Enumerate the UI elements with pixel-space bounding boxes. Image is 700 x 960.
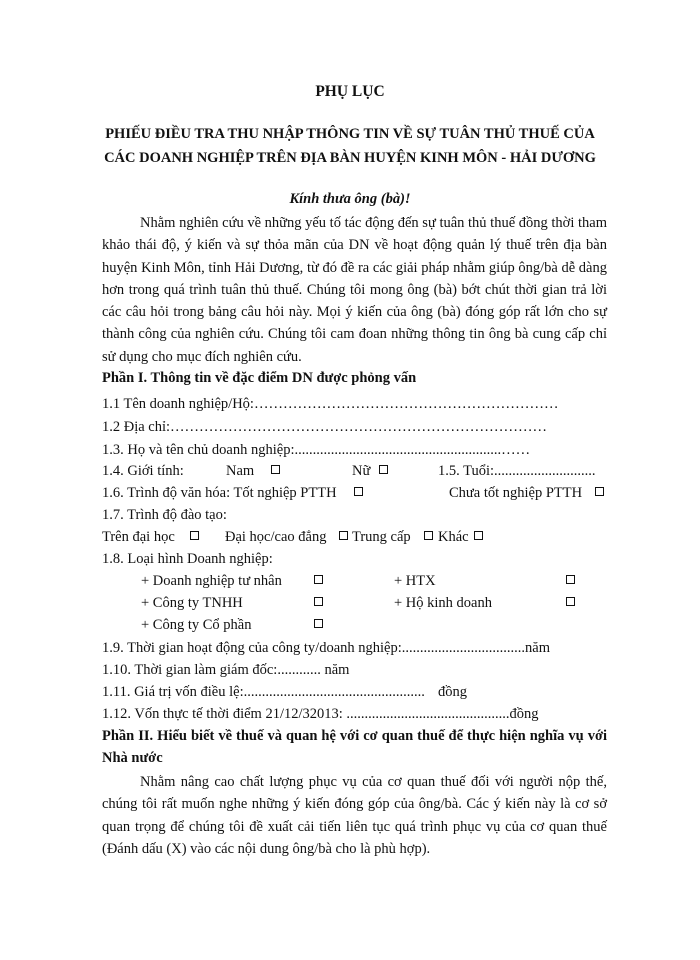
q1-8-option-household: + Hộ kinh doanh (394, 595, 492, 611)
q1-7-option-intermediate: Trung cấp (352, 529, 411, 545)
q1-7-option-university: Đại học/cao đẳng (225, 529, 327, 545)
q1-5-age: 1.5. Tuổi:............................ (438, 463, 596, 479)
part1-title: Phần I. Thông tin về đặc điểm DN được phỏng vấn (102, 370, 417, 386)
q1-8-jsc-checkbox[interactable] (314, 619, 323, 628)
survey-title-line-1: PHIẾU ĐIỀU TRA THU NHẬP THÔNG TIN VỀ SỰ TUÂN THỦ THUẾ CỦA (105, 126, 595, 142)
q1-8-llc-checkbox[interactable] (314, 597, 323, 606)
appendix-heading: PHỤ LỤC (315, 83, 385, 100)
q1-4-male-checkbox[interactable] (271, 465, 280, 474)
q1-7-postgrad-checkbox[interactable] (190, 531, 199, 540)
q1-6-graduated-checkbox[interactable] (354, 487, 363, 496)
q1-10-director-time: 1.10. Thời gian làm giám đốc:............ năm (102, 662, 350, 678)
q1-4-male-label: Nam (226, 463, 255, 479)
part2-title: Phần II. Hiểu biết về thuế và quan hệ với cơ quan thuế để thực hiện nghĩa vụ với Nhà nước (102, 728, 607, 766)
survey-title-line-2: CÁC DOANH NGHIỆP TRÊN ĐỊA BÀN HUYỆN KINH MÔN - HẢI DƯƠNG (104, 150, 596, 166)
q1-6-not-graduated-checkbox[interactable] (595, 487, 604, 496)
q1-2-address: 1.2 Địa chỉ:…………………………………………………………………… (102, 419, 548, 435)
greeting: Kính thưa ông (bà)! (289, 191, 411, 207)
q1-1-company-name: 1.1 Tên doanh nghiệp/Hộ:……………………………………………………… (102, 396, 559, 412)
q1-8-option-jsc: + Công ty Cổ phần (141, 617, 252, 633)
intro-paragraph (102, 212, 607, 368)
q1-4-female-label: Nữ (352, 463, 371, 479)
q1-6-not-graduated-label: Chưa tốt nghiệp PTTH (449, 485, 583, 501)
part2-intro-paragraph (102, 771, 607, 860)
q1-11-unit: đồng (438, 684, 467, 700)
q1-7-option-postgrad: Trên đại học (102, 529, 175, 545)
q1-6-label: 1.6. Trình độ văn hóa: Tốt nghiệp PTTH (102, 485, 337, 501)
q1-8-household-checkbox[interactable] (566, 597, 575, 606)
q1-11-charter-capital: 1.11. Giá trị vốn điều lệ:.................................................. (102, 684, 425, 700)
q1-7-label: 1.7. Trình độ đào tạo: (102, 507, 227, 523)
q1-8-coop-checkbox[interactable] (566, 575, 575, 584)
q1-8-option-coop: + HTX (394, 573, 436, 589)
q1-3-owner-name: 1.3. Họ và tên chủ doanh nghiệp:.........................................................…… (102, 442, 531, 458)
q1-4-female-checkbox[interactable] (379, 465, 388, 474)
q1-8-private-checkbox[interactable] (314, 575, 323, 584)
part2-intro-text: Nhằm nâng cao chất lượng phục vụ của cơ quan thuế đối với người nộp thế, chúng tôi rất muốn nghe những ý kiến đóng góp của ông/bà. Các ý kiến này là cơ sở quan trọng để chúng tôi đề xuất cải tiến liên tục quá trình phục vụ của cơ quan thuế (Đánh dấu (X) vào các nội dung ông/bà cho là phù hợp). (102, 774, 607, 857)
intro-text: Nhằm nghiên cứu về những yếu tố tác động đến sự tuân thủ thuế đồng thời tham khảo thái độ, ý kiến và sự thỏa mãn của DN về hoạt động quản lý thuế trên địa bàn huyện Kinh Môn, tỉnh Hải Dương, từ đó đề ra các giải pháp nhằm giúp ông/bà dễ dàng hơn trong quá trình tuân thủ thuế. Chúng tôi mong ông (bà) bớt chút thời gian trả lời các câu hỏi trong bảng câu hỏi này. Mọi ý kiến của ông (bà) đóng góp rất lớn cho sự thành công của nghiên cứu. Chúng tôi cam đoan những thông tin ông bà cung cấp chỉ sử dụng cho mục đích nghiên cứu. (102, 215, 607, 365)
q1-7-option-other: Khác (438, 529, 469, 545)
q1-8-option-llc: + Công ty TNHH (141, 595, 243, 611)
q1-7-university-checkbox[interactable] (339, 531, 348, 540)
q1-4-label: 1.4. Giới tính: (102, 463, 184, 479)
q1-12-actual-capital: 1.12. Vốn thực tế thời điểm 21/12/32013: .............................................đồng (102, 706, 539, 722)
q1-9-operation-time: 1.9. Thời gian hoạt động của công ty/doanh nghiệp:..................................năm (102, 640, 550, 656)
q1-8-label: 1.8. Loại hình Doanh nghiệp: (102, 551, 273, 567)
q1-7-intermediate-checkbox[interactable] (424, 531, 433, 540)
q1-8-option-private: + Doanh nghiệp tư nhân (141, 573, 282, 589)
q1-7-other-checkbox[interactable] (474, 531, 483, 540)
